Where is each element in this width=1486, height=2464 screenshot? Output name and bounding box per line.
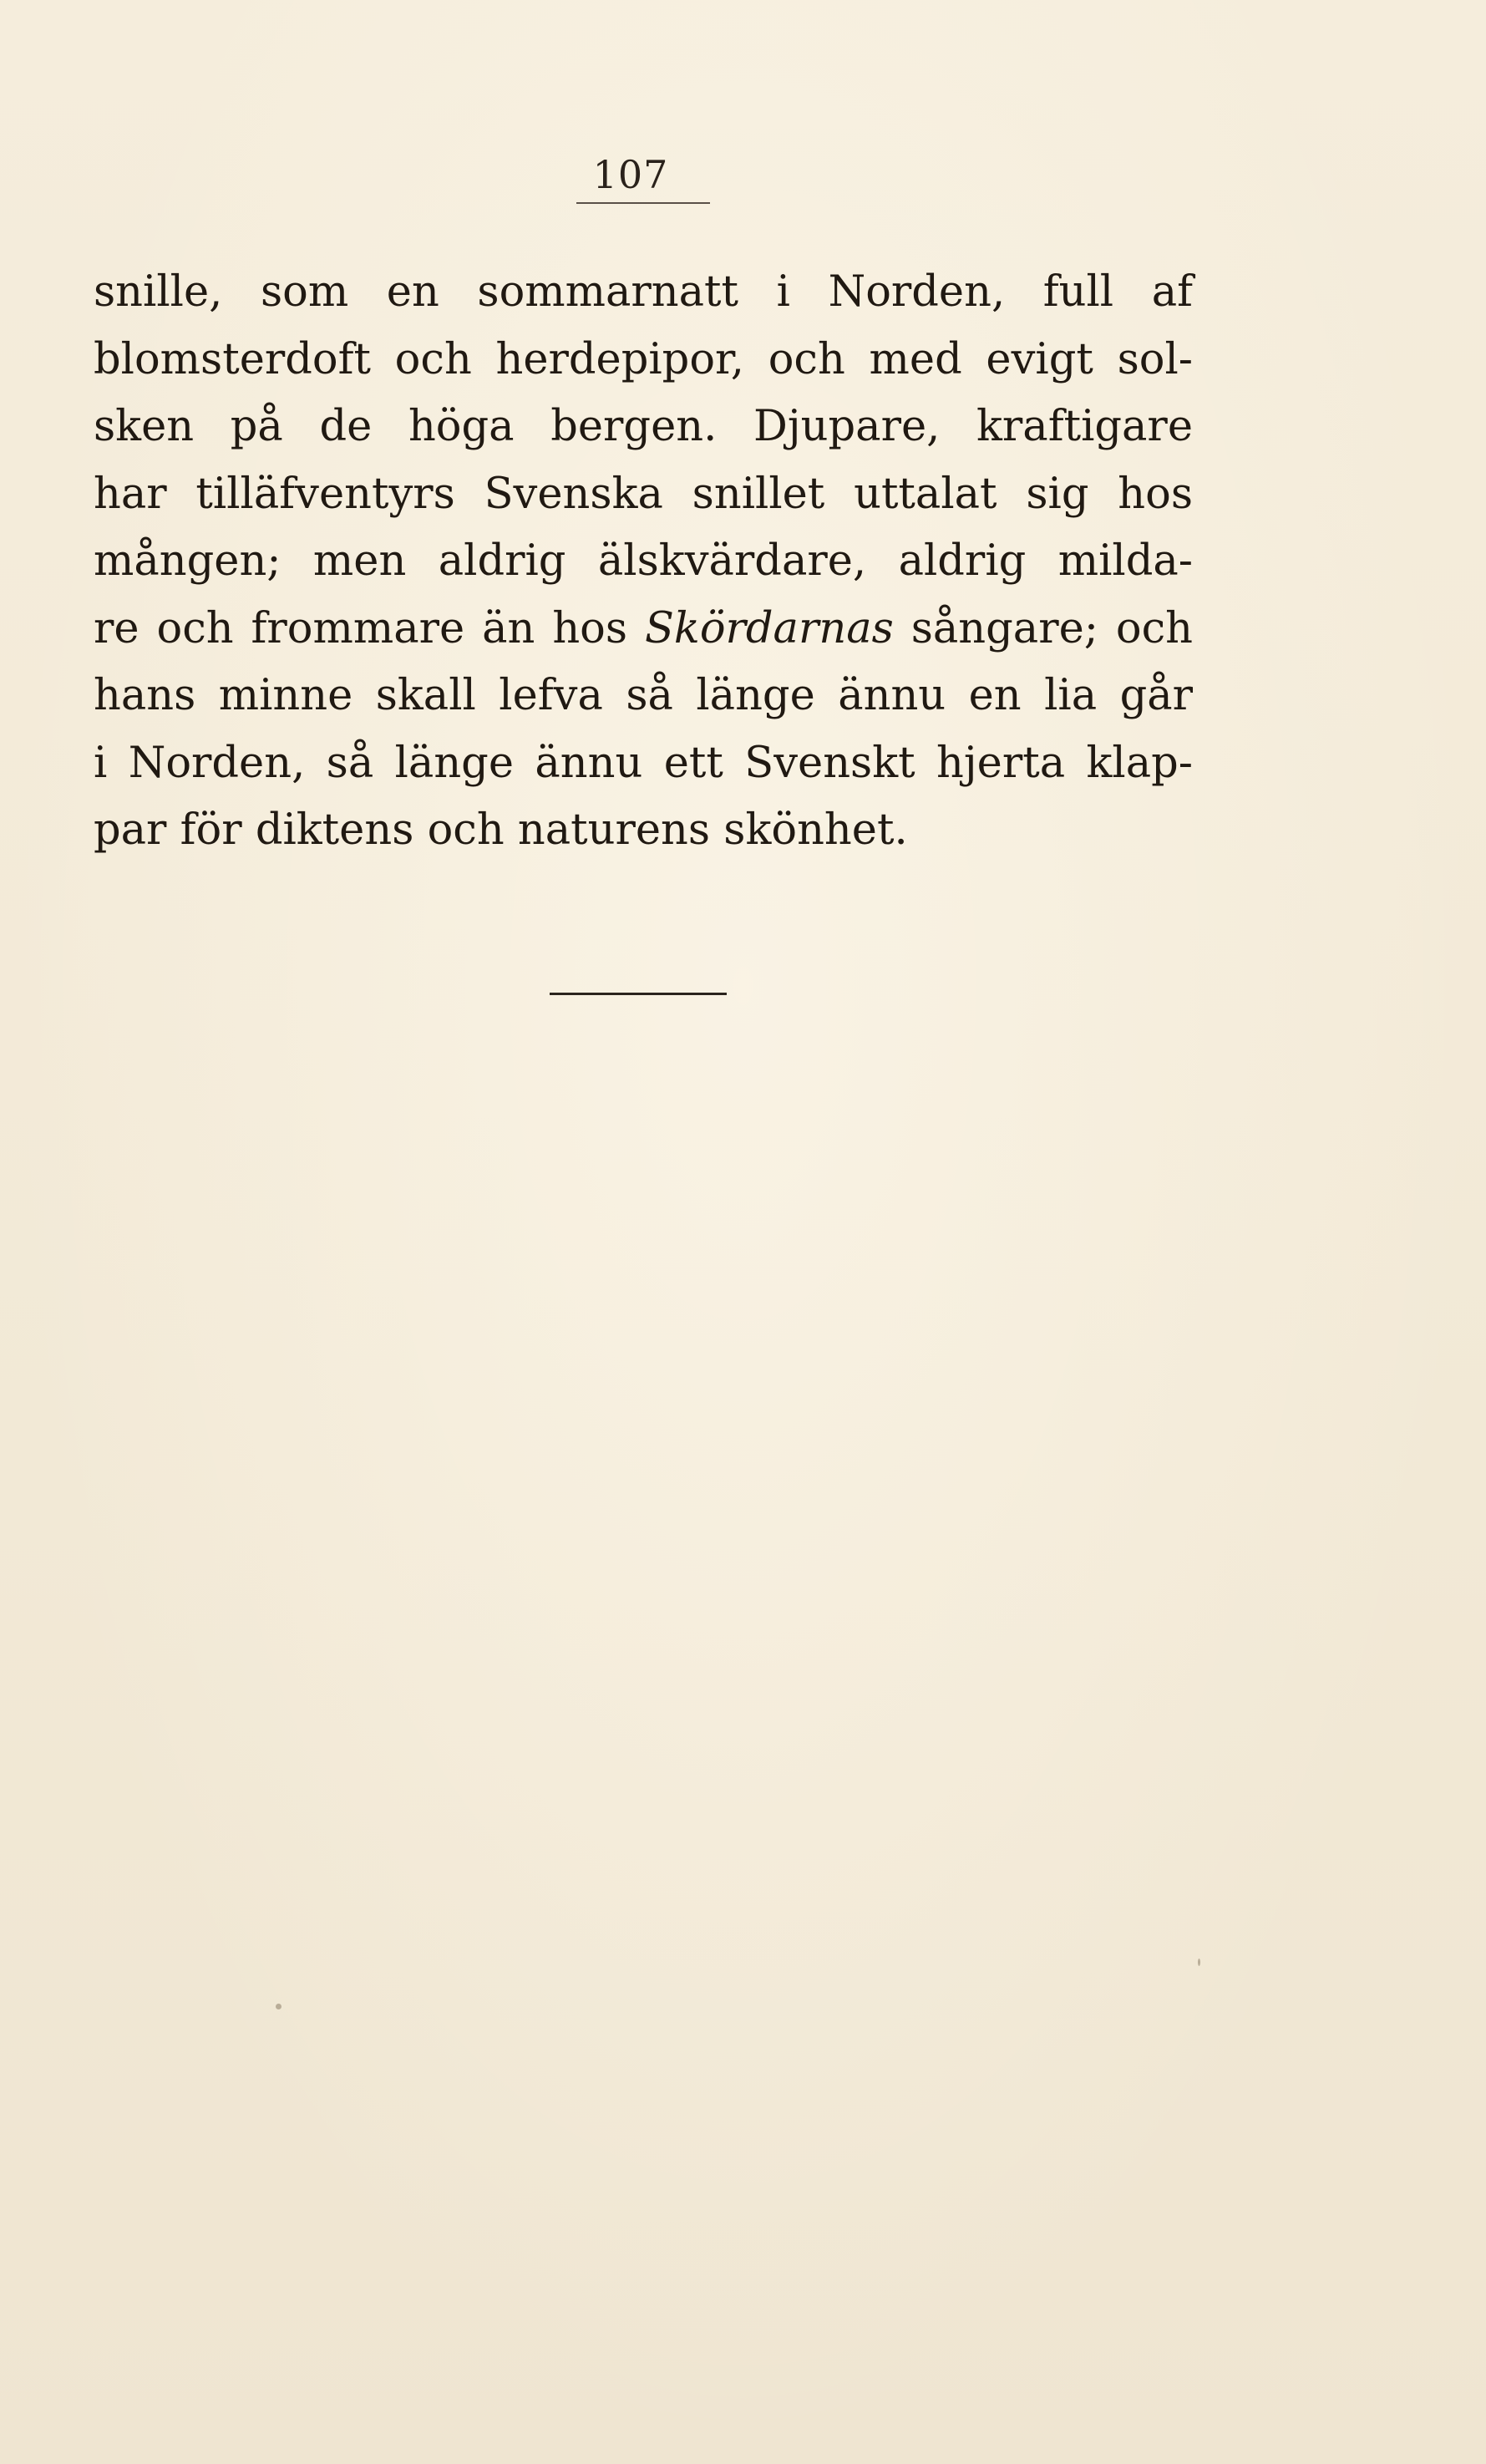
- paper-speck: [1198, 1958, 1200, 1966]
- text-line-7: hans minne skall lefva så länge ännu en lia går: [94, 671, 1193, 720]
- text-line-2: blomsterdoft och herdepipor, och med evigt sol-: [94, 334, 1193, 384]
- page-number: 107: [592, 152, 669, 197]
- text-line-9: par för diktens och naturens skönhet.: [94, 805, 908, 855]
- paper-speck: [276, 2004, 281, 2009]
- text-line-1: snille, som en sommarnatt i Norden, full af: [94, 267, 1193, 317]
- header-rule: [576, 202, 710, 204]
- italic-title-word: Skördarnas: [644, 603, 894, 653]
- text-line-6: [94, 596, 1193, 663]
- text-line-6-end: sångare; och: [893, 603, 1193, 653]
- text-line-3: sken på de höga bergen. Djupare, kraftigare: [94, 402, 1193, 451]
- text-line-8: i Norden, så länge ännu ett Svenskt hjerta klap-: [94, 738, 1193, 788]
- text-line-6-start: re och frommare än hos: [94, 603, 645, 653]
- body-paragraph: [94, 259, 1193, 865]
- text-line-5: mången; men aldrig älskvärdare, aldrig milda-: [94, 536, 1193, 586]
- end-rule: [550, 993, 727, 995]
- text-line-4: har tilläfventyrs Svenska snillet uttalat sig hos: [94, 469, 1193, 519]
